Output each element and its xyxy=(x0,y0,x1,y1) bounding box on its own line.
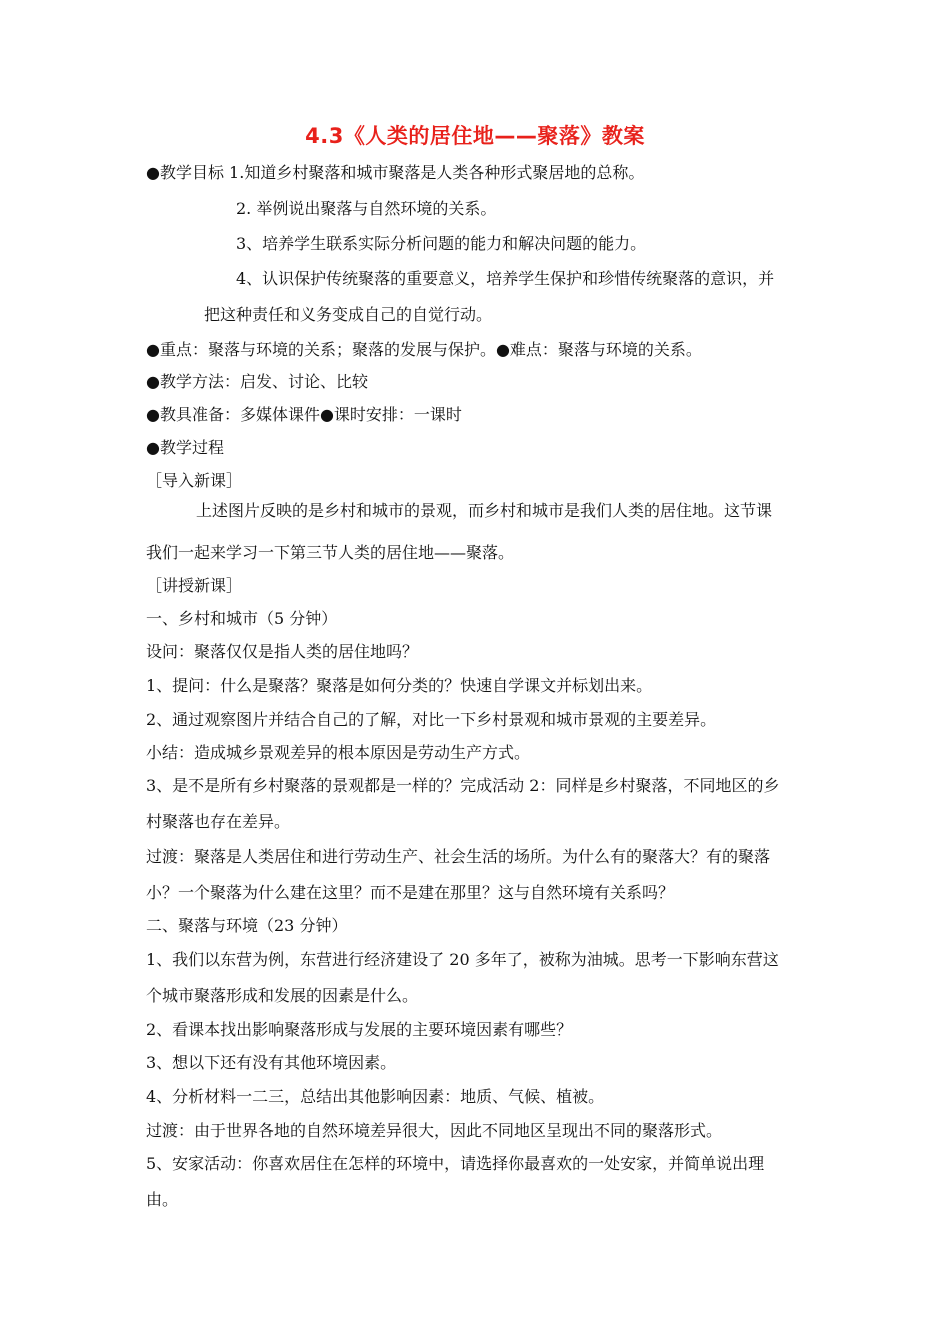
key-points: ●重点：聚落与环境的关系；聚落的发展与保护。●难点：聚落与环境的关系。 xyxy=(146,340,702,359)
teaching-process-heading: ●教学过程 xyxy=(146,438,224,457)
item-1: 1、提问：什么是聚落？聚落是如何分类的？快速自学课文并标划出来。 xyxy=(146,676,653,695)
section-2-item-4: 4、分析材料一二三，总结出其他影响因素：地质、气候、植被。 xyxy=(146,1087,605,1106)
section-2-item-1-cont: 个城市聚落形成和发展的因素是什么。 xyxy=(146,986,419,1005)
teaching-goal-4: 4、认识保护传统聚落的重要意义，培养学生保护和珍惜传统聚落的意识，并 xyxy=(236,269,775,288)
new-lesson-heading: ［讲授新课］ xyxy=(146,576,243,595)
item-2: 2、通过观察图片并结合自己的了解，对比一下乡村景观和城市景观的主要差异。 xyxy=(146,710,717,729)
section-2-item-2: 2、看课本找出影响聚落形成与发展的主要环境因素有哪些？ xyxy=(146,1020,573,1039)
section-2-heading: 二、聚落与环境（23 分钟） xyxy=(146,916,348,935)
item-3: 3、是不是所有乡村聚落的景观都是一样的？完成活动 2：同样是乡村聚落，不同地区的乡 xyxy=(146,776,780,795)
teaching-goal-4-cont: 把这种责任和义务变成自己的自觉行动。 xyxy=(204,305,493,324)
intro-heading: ［导入新课］ xyxy=(146,471,243,490)
summary-line: 小结：造成城乡景观差异的根本原因是劳动生产方式。 xyxy=(146,743,531,762)
item-3-cont: 村聚落也存在差异。 xyxy=(146,812,291,831)
section-2-item-3: 3、想以下还有没有其他环境因素。 xyxy=(146,1053,397,1072)
section-2-item-5-cont: 由。 xyxy=(146,1190,179,1209)
teaching-method: ●教学方法：启发、讨论、比较 xyxy=(146,372,368,391)
document-title: 4.3《人类的居住地——聚落》教案 xyxy=(305,124,645,148)
teaching-aids: ●教具准备：多媒体课件●课时安排：一课时 xyxy=(146,405,462,424)
teaching-goal-3: 3、培养学生联系实际分析问题的能力和解决问题的能力。 xyxy=(236,234,647,253)
intro-para-1: 上述图片反映的是乡村和城市的景观，而乡村和城市是我们人类的居住地。这节课 xyxy=(196,501,773,520)
question-line: 设问：聚落仅仅是指人类的居住地吗？ xyxy=(146,642,419,661)
intro-para-2: 我们一起来学习一下第三节人类的居住地——聚落。 xyxy=(146,543,515,562)
section-2-item-1: 1、我们以东营为例，东营进行经济建设了 20 多年了，被称为油城。思考一下影响东营这 xyxy=(146,950,779,969)
transition-1-cont: 小？一个聚落为什么建在这里？而不是建在那里？这与自然环境有关系吗？ xyxy=(146,883,675,902)
transition-1: 过渡：聚落是人类居住和进行劳动生产、社会生活的场所。为什么有的聚落大？有的聚落 xyxy=(146,847,771,866)
teaching-goal-2: 2. 举例说出聚落与自然环境的关系。 xyxy=(236,199,497,218)
section-2-item-5: 5、安家活动：你喜欢居住在怎样的环境中，请选择你最喜欢的一处安家，并简单说出理 xyxy=(146,1154,765,1173)
section-1-heading: 一、乡村和城市（5 分钟） xyxy=(146,609,338,628)
transition-2: 过渡：由于世界各地的自然环境差异很大，因此不同地区呈现出不同的聚落形式。 xyxy=(146,1121,723,1140)
teaching-goal-1: ●教学目标 1.知道乡村聚落和城市聚落是人类各种形式聚居地的总称。 xyxy=(146,163,645,182)
